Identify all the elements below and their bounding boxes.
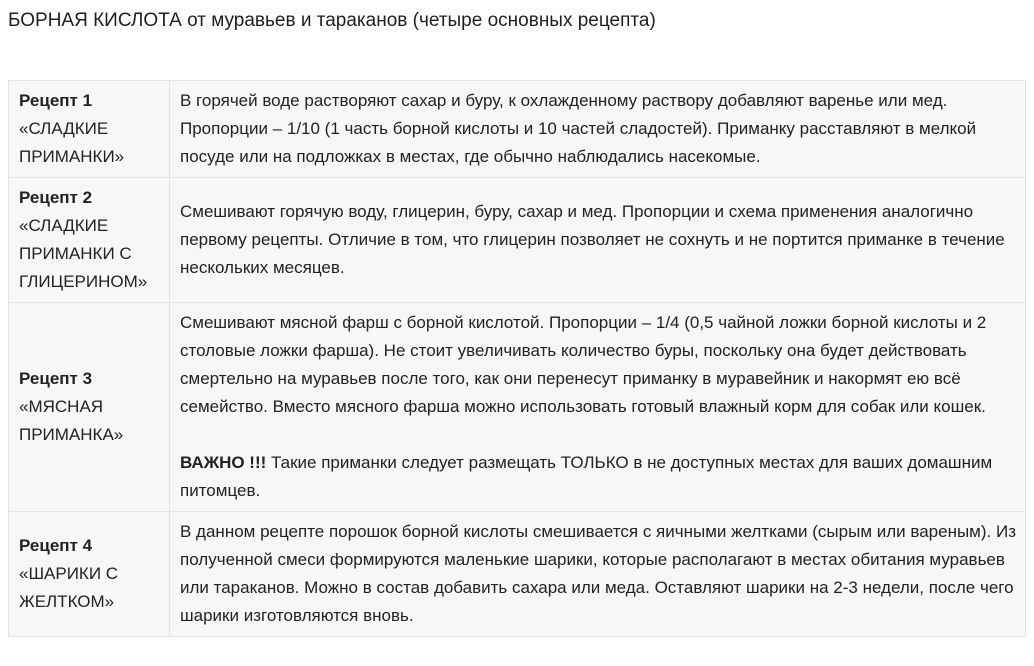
paragraph-gap [180, 421, 1017, 449]
recipe-label-cell [9, 303, 170, 512]
recipe-name: «СЛАДКИЕ ПРИМАНКИ С ГЛИЦЕРИНОМ» [19, 216, 148, 291]
recipe-description-cell [170, 178, 1026, 303]
recipe-description: Смешивают мясной фарш с борной кислотой. Пропорции – 1/4 (0,5 чайной ложки борной кислоты и 2 столовые ложки фарша). Не стоит увеличивать количество буры, поскольку она будет действовать смертельно на муравьев после того, как они перенесут приманку в муравейник и накормят ею всё семейство. Вместо мясного фарша можно использовать готовый влажный корм для собак или кошек. [180, 313, 987, 416]
recipe-label-cell [9, 512, 170, 637]
warning-text: Такие приманки следует размещать ТОЛЬКО в не доступных местах для ваших домашним питомцев. [180, 453, 993, 500]
recipe-name: «ШАРИКИ С ЖЕЛТКОМ» [19, 564, 119, 611]
recipe-number: Рецепт 4 [19, 536, 93, 555]
recipe-description-cell [170, 303, 1026, 512]
recipe-label-cell [9, 81, 170, 178]
recipe-description: В горячей воде растворяют сахар и буру, к охлажденному раствору добавляют варенье или мед. Пропорции – 1/10 (1 часть борной кислоты и 10 частей сладостей). Приманку расставляют в мелкой посуде или на подложках в местах, где обычно наблюдались насекомые. [180, 91, 977, 166]
table-row [9, 178, 1026, 303]
recipe-number: Рецепт 1 [19, 91, 93, 110]
table-row [9, 81, 1026, 178]
recipe-description: Смешивают горячую воду, глицерин, буру, сахар и мед. Пропорции и схема применения аналогично первому рецепты. Отличие в том, что глицерин позволяет не сохнуть и не портится приманке в течение нескольких месяцев. [180, 202, 1005, 277]
recipe-label-cell [9, 178, 170, 303]
recipe-number: Рецепт 3 [19, 369, 93, 388]
recipe-description-cell [170, 512, 1026, 637]
recipe-description: В данном рецепте порошок борной кислоты смешивается с яичными желтками (сырым или вареным). Из полученной смеси формируются маленькие шарики, которые располагают в местах обитания муравьев или тараканов. Можно в состав добавить сахара или меда. Оставляют шарики на 2-3 недели, после чего шарики изготовляются вновь. [180, 522, 1016, 625]
recipe-description-cell [170, 81, 1026, 178]
warning-label: ВАЖНО !!! [180, 453, 267, 472]
recipe-name: «СЛАДКИЕ ПРИМАНКИ» [19, 119, 125, 166]
recipe-table [8, 80, 1026, 637]
table-row [9, 303, 1026, 512]
recipe-name: «МЯСНАЯ ПРИМАНКА» [19, 397, 124, 444]
table-row [9, 512, 1026, 637]
page-title: БОРНАЯ КИСЛОТА от муравьев и тараканов (четыре основных рецепта) [8, 10, 656, 31]
recipe-number: Рецепт 2 [19, 188, 93, 207]
